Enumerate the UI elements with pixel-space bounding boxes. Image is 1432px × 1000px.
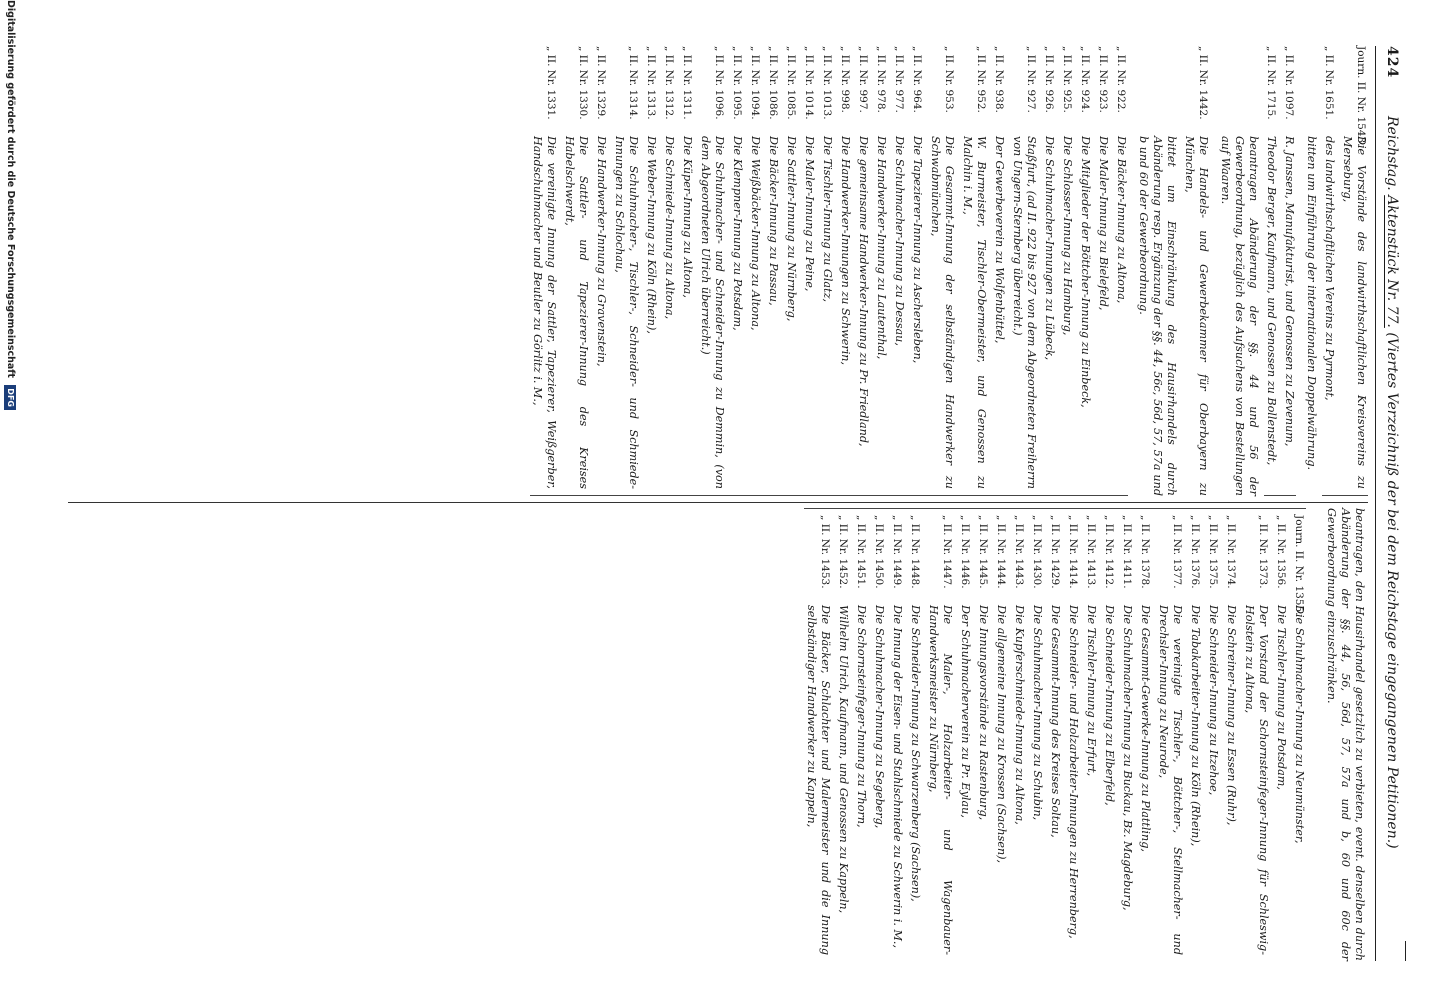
petition-request: beantragen Abänderung der §§. 44 und 56 der Gewerbeordnung, bezüglich des Aufsuchens von Bestellungen auf Waaren. bbox=[1219, 136, 1260, 496]
journal-reference: „ II. Nr. 1444. bbox=[995, 515, 1007, 589]
petitioner-text: Die vereinigte Innung der Sattler, Tapezierer, Weißgerber, Handschuhmacher und Beutler zu Görlitz i. M., bbox=[531, 136, 558, 489]
column-divider bbox=[68, 502, 1368, 503]
petitioner-text: Die Gesammt-Gewerke-Innung zu Plattling, bbox=[1139, 605, 1152, 852]
petitioner-text: Die Schuhmacher-Innungen zu Lübeck, bbox=[1043, 136, 1056, 361]
journal-reference: „ II. Nr. 927. bbox=[1025, 46, 1037, 113]
petition-entry bbox=[958, 515, 972, 955]
petitioner-text: Die Schlosser-Innung zu Hamburg, bbox=[1061, 136, 1074, 336]
journal-reference: „ II. Nr. 1447. bbox=[941, 515, 953, 589]
petitioner-text: Staßfurt, (ad II. 922 bis 927 von dem Abgeordneten Freiherrn von Ungern-Sternberg überreicht.) bbox=[1011, 136, 1038, 489]
petitioner-text: Die Bäcker-Innung zu Passau, bbox=[767, 136, 780, 306]
petition-entry bbox=[856, 46, 870, 489]
petition-entry bbox=[1012, 515, 1026, 955]
journal-reference: „ II. Nr. 1331. bbox=[545, 46, 557, 120]
petition-entry bbox=[662, 46, 676, 489]
journal-reference: „ II. Nr. 1445. bbox=[977, 515, 989, 589]
petitioner-text: Die Schuhmacher-Innung zu Segeberg, bbox=[873, 605, 886, 829]
petition-request: bitten um Einführung der internationalen Doppelwährung. bbox=[1305, 136, 1318, 471]
journal-reference: „ II. Nr. 1312. bbox=[663, 46, 675, 120]
petitioner-text: Theodor Berger, Kaufmann, und Genossen zu Bollenstedt, bbox=[1265, 136, 1278, 466]
journal-reference: „ II. Nr. 1453. bbox=[819, 515, 831, 589]
petitioner-text: Die Maler-, Holzarbeiter- und Wagenbauer-Handwerksmeister zu Nürnberg, bbox=[927, 605, 954, 955]
journal-reference: „ II. Nr. 1377. bbox=[1171, 515, 1183, 589]
journal-reference: Journ. II. Nr. 1355. bbox=[1293, 515, 1305, 616]
petition-entry bbox=[1282, 46, 1296, 489]
journal-reference: „ II. Nr. 1096. bbox=[713, 46, 725, 120]
petitioner-text: W. Burmeister, Tischler-Obermeister, und Genossen zu Malchin i. M., bbox=[961, 136, 988, 489]
right-column bbox=[38, 508, 1368, 961]
journal-reference: „ II. Nr. 1412. bbox=[1103, 515, 1115, 589]
petition-entry bbox=[1206, 515, 1220, 955]
journal-reference: „ II. Nr. 938. bbox=[993, 46, 1005, 113]
petitioner-text: Der Vorstand der Schornsteinfeger-Innung für Schleswig-Holstein zu Altona, bbox=[1243, 605, 1270, 955]
journal-reference: „ II. Nr. 1085. bbox=[785, 46, 797, 120]
journal-reference: „ II. Nr. 1095. bbox=[731, 46, 743, 120]
petition-entry bbox=[928, 46, 956, 489]
petition-entry bbox=[698, 46, 726, 489]
petitioner-text: Die Tapezierer-Innung zu Aschersleben, bbox=[911, 136, 924, 364]
digitization-credit bbox=[0, 0, 20, 1000]
petitioner-text: Die Schuhmacher-Innung zu Buckau, Bz. Magdeburg, bbox=[1121, 605, 1134, 911]
petition-entry bbox=[1156, 515, 1184, 955]
petitioner-text: Die Schneider-Innung zu Elberfeld, bbox=[1103, 605, 1116, 806]
petitioner-text: Die Schneider-Innung zu Schwarzenberg (Sachsen), bbox=[909, 605, 922, 902]
petition-entry bbox=[802, 46, 816, 489]
petition-entry bbox=[1274, 515, 1288, 955]
journal-reference: „ II. Nr. 1446. bbox=[959, 515, 971, 589]
journal-reference: „ II. Nr. 1097. bbox=[1283, 46, 1295, 120]
petition-entry bbox=[748, 46, 762, 489]
petition-group-2 bbox=[1264, 46, 1296, 496]
petition-entry bbox=[730, 46, 744, 489]
journal-reference: „ II. Nr. 1442. bbox=[1197, 46, 1209, 120]
title-suffix: (Viertes Verzeichniß der bei dem Reichstage eingegangenen Petitionen.) bbox=[1384, 332, 1400, 849]
petitioner-text: Wilhelm Ulrich, Kaufmann, und Genossen zu Kappeln, bbox=[837, 605, 850, 914]
journal-reference: „ II. Nr. 1448. bbox=[909, 515, 921, 589]
petitioner-text: Die Gesammt-Innung des Kreises Soltau, bbox=[1049, 605, 1062, 838]
petition-entry bbox=[612, 46, 640, 489]
petition-entry bbox=[1042, 46, 1056, 489]
petitioner-text: Die gemeinsame Handwerker-Innung zu Pr. Friedland, bbox=[857, 136, 870, 447]
journal-reference: „ II. Nr. 1450. bbox=[873, 515, 885, 589]
journal-reference: „ II. Nr. 1375. bbox=[1207, 515, 1219, 589]
journal-reference: „ II. Nr. 924. bbox=[1079, 46, 1091, 113]
journal-reference: „ II. Nr. 952. bbox=[975, 46, 987, 113]
petition-entry bbox=[1292, 515, 1306, 955]
journal-reference: Journ. II. Nr. 1543. bbox=[1355, 46, 1367, 147]
petition-entry bbox=[854, 515, 868, 955]
petition-list-right bbox=[804, 508, 1306, 961]
petition-entry bbox=[1322, 46, 1336, 489]
main-petition-request: beantragen, den Hausirhandel gesetzlich zu verbieten, event. denselben durch Abänderung der §§. 44, 56, 56d, 57, 57a und b, 60 und 60c der Gewerbeordnung einzuschränken. bbox=[1325, 508, 1366, 961]
petitioner-text: Die Schuhmacher-Innung zu Dessau, bbox=[893, 136, 906, 346]
journal-reference: „ II. Nr. 1356. bbox=[1275, 515, 1287, 589]
petition-group-1 bbox=[1322, 46, 1368, 496]
journal-reference: „ II. Nr. 923. bbox=[1097, 46, 1109, 113]
petitioner-text: Die Schornsteinfeger-Innung zu Thorn, bbox=[855, 605, 868, 828]
petition-entry bbox=[1060, 46, 1074, 489]
petition-entry bbox=[890, 515, 904, 955]
dfg-logo: DFG bbox=[5, 385, 17, 410]
petitioner-text: Die Schuhmacher-Innung zu Schubin, bbox=[1031, 605, 1044, 821]
petition-entry bbox=[1010, 46, 1038, 489]
petitioner-text: Die Handels- und Gewerbekammer für Oberbayern zu München, bbox=[1183, 136, 1210, 496]
journal-reference: „ II. Nr. 1376. bbox=[1189, 515, 1201, 589]
document-page bbox=[25, 46, 1420, 961]
petition-entry bbox=[1182, 46, 1210, 496]
petition-entry bbox=[1264, 46, 1278, 489]
petition-entry bbox=[644, 46, 658, 489]
petitioner-text: R. Janssen, Manufakturist, und Genossen zu Zevenum, bbox=[1283, 136, 1296, 447]
petitioner-text: Die Sattler-Innung zu Nürnberg, bbox=[785, 136, 798, 322]
petition-entry bbox=[1188, 515, 1202, 955]
petitioner-text: Die Weber-Innung zu Köln (Rhein), bbox=[645, 136, 658, 334]
journal-reference: „ II. Nr. 1378. bbox=[1139, 515, 1151, 589]
petition-entry bbox=[1030, 515, 1044, 955]
journal-reference: „ II. Nr. 978. bbox=[875, 46, 887, 113]
petitioner-text: Der Gewerbeverein zu Wolfenbüttel, bbox=[993, 136, 1006, 344]
petition-entry bbox=[976, 515, 990, 955]
petitioner-text: Die Schneider-Innung zu Itzehoe, bbox=[1207, 605, 1220, 796]
petition-entry bbox=[1084, 515, 1098, 955]
header-end-rule bbox=[1405, 941, 1406, 961]
petitioner-text: Die vereinigte Tischler-, Böttcher-, Stellmacher- und Drechsler-Innung zu Neurode, bbox=[1157, 605, 1184, 955]
petitioner-text: Der Schuhmacherverein zu Pr. Eylau, bbox=[959, 605, 972, 818]
journal-reference: „ II. Nr. 926. bbox=[1043, 46, 1055, 113]
petitioner-text: Die Klempner-Innung zu Potsdam, bbox=[731, 136, 744, 331]
petitioner-text: Die Küper-Innung zu Altona, bbox=[681, 136, 694, 298]
journal-reference: „ II. Nr. 953. bbox=[943, 46, 955, 113]
petitioner-text: Die Mitglieder der Böttcher-Innung zu Einbeck, bbox=[1079, 136, 1092, 408]
petition-entry bbox=[838, 46, 852, 489]
petitioner-text: Die Schneider- und Holzarbeiter-Innungen zu Herrenberg, bbox=[1067, 605, 1080, 939]
petition-entry bbox=[1114, 46, 1128, 489]
journal-reference: „ II. Nr. 1430. bbox=[1031, 515, 1043, 589]
journal-reference: „ II. Nr. 1413. bbox=[1085, 515, 1097, 589]
journal-reference: „ II. Nr. 1013. bbox=[821, 46, 833, 120]
journal-reference: „ II. Nr. 922. bbox=[1115, 46, 1127, 113]
journal-reference: „ II. Nr. 1014. bbox=[803, 46, 815, 120]
petitioner-text: Die Innungsvorstände zu Rastenburg, bbox=[977, 605, 990, 821]
petition-entry bbox=[960, 46, 988, 489]
petitioner-text: Die Tischler-Innung zu Erfurt, bbox=[1085, 605, 1098, 777]
petitioner-text: Die Schmiede-Innung zu Altona, bbox=[663, 136, 676, 320]
petitioner-text: Die allgemeine Innung zu Krossen (Sachsen), bbox=[995, 605, 1008, 864]
petitioner-text: Die Innung der Eisen- und Stahlschmiede zu Schwerin i. M., bbox=[891, 605, 904, 949]
journal-reference: „ II. Nr. 1374. bbox=[1225, 515, 1237, 589]
journal-reference: „ II. Nr. 1086. bbox=[767, 46, 779, 120]
petition-entry bbox=[680, 46, 694, 489]
journal-reference: „ II. Nr. 1449. bbox=[891, 515, 903, 589]
petition-entry bbox=[874, 46, 888, 489]
journal-reference: „ II. Nr. 1411. bbox=[1121, 515, 1133, 589]
petitioner-text: Die Tischler-Innung zu Potsdam, bbox=[1275, 605, 1288, 790]
petitioner-text: Die Sattler- und Tapezierer-Innung des Kreises Habelschwerdt, bbox=[563, 136, 590, 489]
journal-reference: „ II. Nr. 1429. bbox=[1049, 515, 1061, 589]
page-number: 424 bbox=[1384, 46, 1400, 79]
petitioner-text: Die Maler-Innung zu Bielefeld, bbox=[1097, 136, 1110, 311]
journal-reference: „ II. Nr. 1651. bbox=[1323, 46, 1335, 120]
title-prefix: Reichstag. bbox=[1384, 116, 1400, 191]
petition-entry bbox=[926, 515, 954, 955]
digitization-note: Digitalisierung gefördert durch die Deutsche Forschungsgemeinschaft bbox=[5, 0, 16, 378]
journal-reference: „ II. Nr. 1414. bbox=[1067, 515, 1079, 589]
petitioner-text: Die Schreiner-Innung zu Essen (Ruhr), bbox=[1225, 605, 1238, 826]
journal-reference: „ II. Nr. 1314. bbox=[627, 46, 639, 120]
journal-reference: „ II. Nr. 1452. bbox=[837, 515, 849, 589]
petitioner-text: Die Schuhmacher- und Schneider-Innung zu Demmin, (von dem Abgeordneten Ulrich überreicht.) bbox=[699, 136, 726, 489]
petition-entry bbox=[892, 46, 906, 489]
journal-reference: „ II. Nr. 1443. bbox=[1013, 515, 1025, 589]
petition-entry bbox=[1048, 515, 1062, 955]
journal-reference: „ II. Nr. 1715. bbox=[1265, 46, 1277, 120]
petition-entry bbox=[1078, 46, 1092, 489]
petition-entry bbox=[1138, 515, 1152, 955]
journal-reference: „ II. Nr. 1330. bbox=[577, 46, 589, 120]
petitioner-text: Die Tischler-Innung zu Glatz, bbox=[821, 136, 834, 303]
title-document-number: Aktenstück Nr. 77. bbox=[1384, 195, 1400, 328]
petitioner-text: Die Tabakarbeiter-Innung zu Köln (Rhein), bbox=[1189, 605, 1202, 847]
journal-reference: „ II. Nr. 1313. bbox=[645, 46, 657, 120]
petitioner-text: Die Schuhmacher-, Tischler-, Schneider- und Schmiede-Innungen zu Schlochau, bbox=[613, 136, 640, 489]
petition-entry bbox=[910, 46, 924, 489]
journal-reference: „ II. Nr. 925. bbox=[1061, 46, 1073, 113]
petition-entry bbox=[1102, 515, 1116, 955]
petition-entry bbox=[804, 515, 832, 955]
petitioner-text: Die Maler-Innung zu Peine, bbox=[803, 136, 816, 292]
petition-entry bbox=[766, 46, 780, 489]
journal-reference: „ II. Nr. 1094. bbox=[749, 46, 761, 120]
petition-entry bbox=[992, 46, 1006, 489]
petitioner-text: Die Handwerker-Innung zu Gravenstein, bbox=[595, 136, 608, 367]
petition-entry bbox=[594, 46, 608, 489]
petition-list-left bbox=[530, 46, 1128, 496]
journal-reference: „ II. Nr. 998. bbox=[839, 46, 851, 113]
petitioner-text: Die Bäcker, Schlachter und Malermeister und die Innung selbständiger Handwerker zu Kappeln, bbox=[805, 605, 832, 955]
petitioner-text: Die Bäcker-Innung zu Altona, bbox=[1115, 136, 1128, 304]
journal-reference: „ II. Nr. 997. bbox=[857, 46, 869, 113]
petition-entry bbox=[1066, 515, 1080, 955]
page-title bbox=[1378, 116, 1406, 849]
petition-entry bbox=[1224, 515, 1238, 955]
journal-reference: „ II. Nr. 1373. bbox=[1257, 515, 1269, 589]
petitioner-text: Die Gesammt-Innung der selbständigen Handwerker zu Schwabmünchen, bbox=[929, 136, 956, 489]
petitioner-text: Die Handwerker-Innung zu Lautenthal, bbox=[875, 136, 888, 360]
petition-entry bbox=[1340, 46, 1368, 489]
petition-entry bbox=[1096, 46, 1110, 489]
journal-reference: „ II. Nr. 1311. bbox=[681, 46, 693, 120]
journal-reference: „ II. Nr. 964. bbox=[911, 46, 923, 113]
petitioner-text: des landwirthschaftlichen Vereins zu Pyrmont, bbox=[1323, 136, 1336, 401]
petitioner-text: Die Schuhmacher-Innung zu Neumünster, bbox=[1293, 605, 1306, 844]
journal-reference: „ II. Nr. 1451. bbox=[855, 515, 867, 589]
petition-entry bbox=[784, 46, 798, 489]
petition-entry bbox=[994, 515, 1008, 955]
petitioner-text: Die Kupferschmiede-Innung zu Altona, bbox=[1013, 605, 1026, 825]
petition-entry bbox=[1120, 515, 1134, 955]
petition-entry bbox=[1242, 515, 1270, 955]
petition-entry bbox=[820, 46, 834, 489]
page-header bbox=[1375, 46, 1406, 961]
petition-request: bittet um Einschränkung des Hausirhandels durch Abänderung resp. Ergänzung der §§. 44, 56c, 56d, 57, 57a und b und 60 der Gewerbeordnung. bbox=[1137, 136, 1178, 496]
petition-entry bbox=[872, 515, 886, 955]
petition-entry bbox=[530, 46, 558, 489]
petition-entry bbox=[836, 515, 850, 955]
petitioner-text: Die Weißbäcker-Innung zu Altona, bbox=[749, 136, 762, 331]
petitioner-text: Die Handwerker-Innungen zu Schwerin, bbox=[839, 136, 852, 366]
petition-entry bbox=[562, 46, 590, 489]
petition-entry bbox=[908, 515, 922, 955]
left-column bbox=[38, 46, 1368, 496]
journal-reference: „ II. Nr. 977. bbox=[893, 46, 905, 113]
petitioner-text: Die Vorstände des landwirthschaftlichen Kreisvereins zu Merseburg, bbox=[1341, 136, 1368, 489]
journal-reference: „ II. Nr. 1329. bbox=[595, 46, 607, 120]
